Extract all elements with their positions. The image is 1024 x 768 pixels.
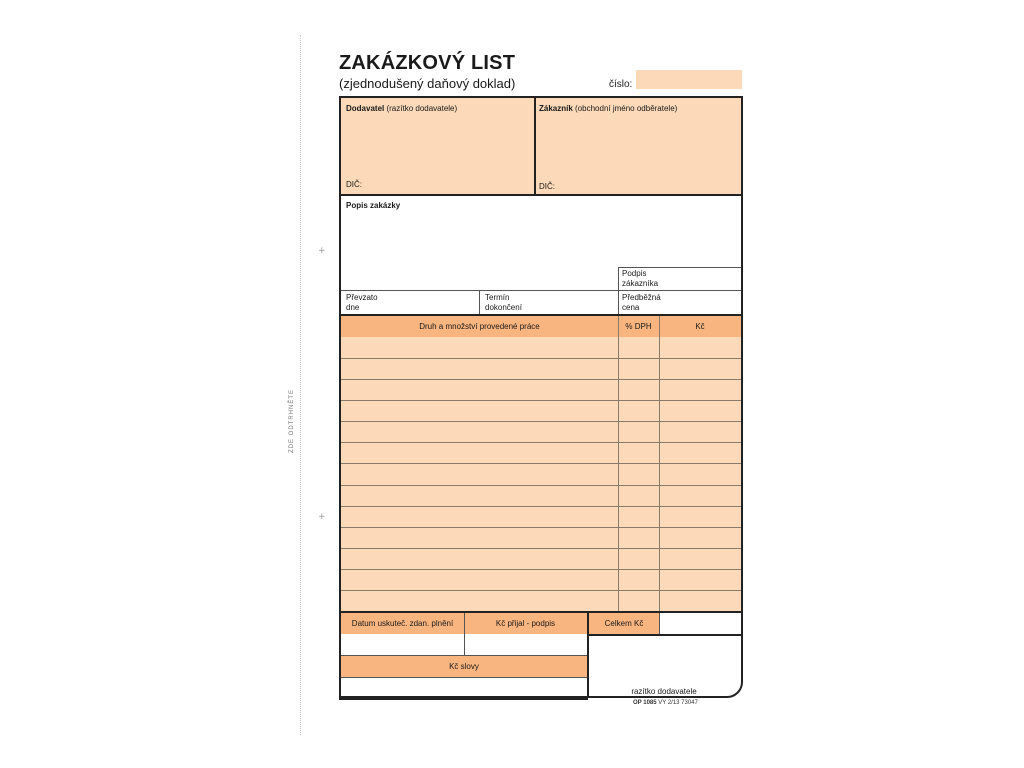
- received-signature-label: Kč přijal - podpis: [495, 619, 556, 628]
- item-description-cell[interactable]: [341, 442, 618, 463]
- item-description-cell[interactable]: [341, 400, 618, 421]
- item-description-cell[interactable]: [341, 527, 618, 548]
- supplier-hint: (razítko dodavatele): [386, 104, 458, 113]
- item-vat-cell[interactable]: [618, 379, 659, 400]
- supplier-dic-label: DIČ:: [346, 180, 362, 189]
- item-amount-cell[interactable]: [659, 485, 741, 506]
- item-vat-cell[interactable]: [618, 485, 659, 506]
- item-amount-cell[interactable]: [659, 569, 741, 590]
- customer-signature-line1: Podpis: [622, 269, 647, 278]
- divider: [341, 194, 741, 196]
- item-description-cell[interactable]: [341, 548, 618, 569]
- item-description-cell[interactable]: [341, 569, 618, 590]
- number-field[interactable]: [636, 70, 742, 89]
- total-amount-field[interactable]: [660, 613, 741, 634]
- tear-here-label: ZDE ODTRHNĚTE: [289, 389, 295, 453]
- divider: [618, 316, 619, 611]
- item-amount-cell[interactable]: [659, 527, 741, 548]
- total-label: Celkem Kč: [604, 619, 644, 628]
- customer-label: Zákazník: [539, 104, 573, 113]
- completion-date-field[interactable]: [480, 291, 618, 314]
- customer-hint: (obchodní jméno odběratele): [575, 104, 678, 113]
- item-description-cell[interactable]: [341, 421, 618, 442]
- item-amount-cell[interactable]: [659, 421, 741, 442]
- items-header-vat: % DPH: [625, 322, 652, 331]
- item-vat-cell[interactable]: [618, 442, 659, 463]
- item-description-cell[interactable]: [341, 337, 618, 358]
- item-vat-cell[interactable]: [618, 590, 659, 611]
- bottom-border: [339, 698, 588, 700]
- customer-signature-field[interactable]: [619, 268, 741, 290]
- customer-signature-line2: zákazníka: [622, 279, 659, 288]
- item-description-cell[interactable]: [341, 590, 618, 611]
- item-vat-cell[interactable]: [618, 548, 659, 569]
- supplier-label-row: [346, 104, 457, 114]
- items-header-description: Druh a množství provedené práce: [419, 322, 540, 331]
- item-amount-cell[interactable]: [659, 400, 741, 421]
- item-vat-cell[interactable]: [618, 337, 659, 358]
- supplier-label: Dodavatel: [346, 104, 385, 113]
- customer-label-row: [539, 104, 677, 114]
- item-description-cell[interactable]: [341, 358, 618, 379]
- item-amount-cell[interactable]: [659, 506, 741, 527]
- completion-date-line2: dokončení: [485, 303, 522, 312]
- item-vat-cell[interactable]: [618, 569, 659, 590]
- received-on-line1: Převzato: [346, 293, 378, 302]
- item-amount-cell[interactable]: [659, 337, 741, 358]
- received-on-field[interactable]: [341, 291, 479, 314]
- received-on-line2: dne: [346, 303, 360, 312]
- form-subtitle: (zjednodušený daňový doklad): [339, 76, 516, 91]
- item-vat-cell[interactable]: [618, 400, 659, 421]
- item-amount-cell[interactable]: [659, 590, 741, 611]
- item-amount-cell[interactable]: [659, 379, 741, 400]
- perforation-line: [300, 35, 301, 735]
- form-title: ZAKÁZKOVÝ LIST: [339, 52, 516, 74]
- form-code-rest: VY 2/13 73047: [658, 700, 698, 706]
- date-of-supply-field[interactable]: [341, 635, 464, 655]
- item-vat-cell[interactable]: [618, 358, 659, 379]
- form-frame: [339, 96, 743, 698]
- supplier-stamp-label: razítko dodavatele: [631, 687, 697, 696]
- completion-date-line1: Termín: [485, 293, 510, 302]
- item-description-cell[interactable]: [341, 379, 618, 400]
- date-of-supply-label: Datum uskuteč. zdan. plnění: [351, 619, 454, 628]
- amount-in-words-field[interactable]: [341, 678, 587, 698]
- item-description-cell[interactable]: [341, 463, 618, 484]
- estimated-price-line1: Předběžná: [622, 293, 661, 302]
- item-amount-cell[interactable]: [659, 442, 741, 463]
- item-description-cell[interactable]: [341, 485, 618, 506]
- divider: [534, 98, 536, 195]
- crop-mark: +: [318, 512, 326, 522]
- item-vat-cell[interactable]: [618, 463, 659, 484]
- crop-mark: +: [318, 246, 326, 256]
- item-amount-cell[interactable]: [659, 548, 741, 569]
- customer-dic-label: DIČ:: [539, 182, 555, 191]
- form-code-main: OP 1085: [633, 700, 657, 706]
- amount-in-words-label: Kč slovy: [449, 662, 479, 671]
- items-header-amount: Kč: [695, 322, 705, 331]
- estimated-price-field[interactable]: [619, 291, 741, 314]
- form-code: [633, 700, 698, 706]
- item-vat-cell[interactable]: [618, 506, 659, 527]
- order-description-label: Popis zakázky: [346, 201, 401, 210]
- item-vat-cell[interactable]: [618, 527, 659, 548]
- item-vat-cell[interactable]: [618, 421, 659, 442]
- number-label: číslo:: [609, 79, 633, 90]
- item-description-cell[interactable]: [341, 506, 618, 527]
- item-amount-cell[interactable]: [659, 358, 741, 379]
- divider: [659, 316, 660, 611]
- item-amount-cell[interactable]: [659, 463, 741, 484]
- estimated-price-line2: cena: [622, 303, 640, 312]
- received-signature-field[interactable]: [465, 635, 587, 655]
